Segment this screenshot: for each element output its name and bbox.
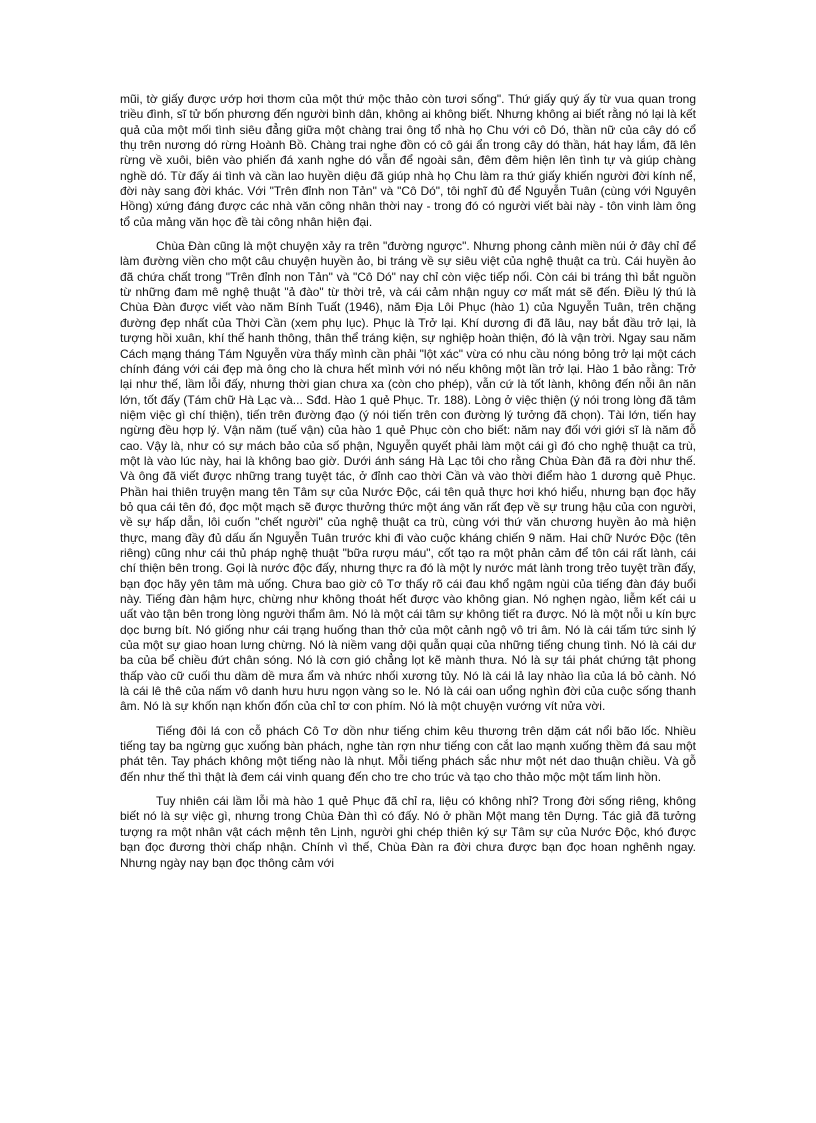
- body-paragraph-1: mũi, tờ giấy được ướp hơi thơm của một thứ mộc thảo còn tươi sống". Thứ giấy quý ấy từ vua quan trong triều đình, sĩ tử bốn phương đến người bình dân, không ai không biết. Nhưng không ai biết rằng nó lại là kết quả của một mối tình siêu đẳng giữa một chàng trai ông tổ nhà họ Chu với cô Dó, thần nữ của cây dó cổ thụ trên nương dó rừng Hoành Bồ. Chàng trai nghe đồn có cô gái ẩn trong cây dó thần, hát hay lắm, đã lên rừng về xuôi, biên vào phiến đá xanh nghe dó vẫn để ngoài sân, đêm đêm hiện lên tình tự và giúp chàng nghề dó. Từ đấy ái tình và cần lao huyền diệu đã giúp nhà họ Chu làm ra thứ giấy khiến người đời kính nể, đời này sang đời khác. Với "Trên đỉnh non Tản" và "Cô Dó", tôi nghĩ đủ để Nguyễn Tuân (cùng với Nguyên Hồng) xứng đáng được các nhà văn công nhân thời nay - trong đó có người viết bài này - tôn vinh làm ông tổ của mảng văn học đề tài công nhân hiện đại.: [120, 92, 696, 229]
- body-paragraph-2: Chùa Đàn cũng là một chuyện xảy ra trên "đường ngược". Nhưng phong cảnh miền núi ở đây chỉ để làm đường viền cho một câu chuyện huyền ảo, bi tráng về sự siêu việt của nghệ thuật ca trù. Cái huyền ảo đã chứa chất trong "Trên đỉnh non Tản" và "Cô Dó" nay chỉ còn việc tiếp nối. Còn cái bi tráng thì bắt nguồn từ những đam mê nghệ thuật "ả đào" từ thời trẻ, và cái cảm nhận nguy cơ mất mát sẽ đến. Điều lý thú là Chùa Đàn được viết vào năm Bính Tuất (1946), năm Địa Lôi Phục (hào 1) của Nguyễn Tuân, trên chặng đường đẹp nhất của Thời Cần (xem phụ lục). Phục là Trở lại. Khí dương đi đã lâu, nay bắt đầu trở lại, là tượng hồi xuân, khí thế hanh thông, thân thể tráng kiện, sự nghiệp hoàn thiện, đó là vận trời. Ngay sau năm Cách mạng tháng Tám Nguyễn vừa thấy mình cần phải "lột xác" vừa có nhu cầu nóng bỏng trở lại một cách chính đáng với cái đẹp mà ông cho là chưa hết mình với nó nếu không một lần trở lại. Hào 1 bảo rằng: Trở lại như thế, lầm lỗi đấy, nhưng thời gian chưa xa (còn cho phép), vẫn cứ là tốt lành, không đến nỗi ân năn lớn, tốt đấy (Tám chữ Hà Lạc và... Sđd. Hào 1 quẻ Phục. Tr. 188). Lòng ở việc thiện (ý nói trong lòng đã tâm niệm việc gì chí thiện), tiến trên đường đạo (ý nói tiến trên con đường lý tưởng đã chọn). Tài lớn, tiến hay ngừng đều hợp lý. Vận năm (tuế vận) của hào 1 quẻ Phục còn cho biết: năm nay đối với giới sĩ là năm đỗ cao. Vậy là, như có sự mách bảo của số phận, Nguyễn quyết phải làm một cái gì đó cho nghệ thuật ca trù, một là vào lúc này, hai là không bao giờ. Dưới ánh sáng Hà Lạc tôi cho rằng Chùa Đàn đã ra đời như thế. Và ông đã viết được những trang tuyệt tác, ở đỉnh cao thời Cần và vào thời điểm hào 1 dương quẻ Phục. Phần hai thiên truyện mang tên Tâm sự của Nước Độc, cái tên quả thực hơi khó hiểu, nhưng bạn đọc hãy bỏ qua cái tên đó, đọc một mạch sẽ được thưởng thức một áng văn rất đẹp về sự trung hậu của con người, về sự hấp dẫn, lôi cuốn "chết người" của nghệ thuật ca trù, cùng với thứ văn chương huyền ảo mà hiện thực, mang đầy đủ dấu ấn Nguyễn Tuân trước khi đi vào cuộc kháng chiến 9 năm. Hai chữ Nước Độc (tên riêng) cũng như cái thủ pháp nghệ thuật "bữa rượu máu", cốt tạo ra một phản cảm để tôn cái rất lành, cái chí thiện bên trong. Gọi là nước độc đấy, nhưng thực ra đó là một ly nước mát lành trong trẻo tuyệt trần đấy, bạn đọc hãy yên tâm mà uống. Chưa bao giờ cô Tơ thấy rõ cái đau khổ ngậm ngùi của tiếng đàn đáy buổi này. Tiếng đàn hậm hực, chừng như không thoát hết được vào không gian. Nó nghẹn ngào, liễm kết cái u uất vào tận bên trong lòng người thẩm âm. Nó là một cái tâm sự không tiết ra được. Nó là một nỗi u kín bực dọc bưng bít. Nó giống như cái trạng huống than thở của một cảnh ngộ vô tri âm. Nó là cái tấm tức sinh lý của một sự giao hoan lưng chừng. Nó là niềm vang dội quẫn quại của những tiếng chung tình. Nó là cái dư ba của bể chiều đứt chân sóng. Nó là cơn gió chẳng lọt kẽ mành thưa. Nó là sự tái phát chứng tật phong thấp vào cữ cuối thu dầm dề mưa ẩm và nhức nhối xương tủy. Nó là cái lả lay nhào lìa của lá bỏ cành. Nó là cái lê thê của nấm vô danh hưu hưu ngọn vàng so le. Nó là cái oan uổng nghìn đời của cuộc sống thanh âm. Nó là sự khốn nạn khốn đốn của chỉ tơ con phím. Nó là một chuyện vướng vít nửa vời.: [120, 239, 696, 714]
- body-paragraph-3: Tiếng đôi lá con cỗ phách Cô Tơ dồn như tiếng chim kêu thương trên dặm cát nổi bão lốc. Nhiều tiếng tay ba ngừng gục xuống bàn phách, nghe tàn rợn như tiếng con cắt lao mạnh xuống thềm đá sau một phát tên. Tay phách không một tiếng nào là nhụt. Mỗi tiếng phách sắc như một nét dao thuận chiều. Và gỗ đến như thế thì thật là đem cái vinh quang đến cho tre cho trúc và tạo cho thảo mộc một tấm linh hồn.: [120, 723, 696, 784]
- document-page: [120, 92, 696, 880]
- body-paragraph-4: Tuy nhiên cái lầm lỗi mà hào 1 quẻ Phục đã chỉ ra, liệu có không nhỉ? Trong đời sống riêng, không biết nó là sự việc gì, nhưng trong Chùa Đàn thì có đấy. Nó ở phần Một mang tên Dựng. Tác giả đã tưởng tượng ra một nhân vật cách mệnh tên Lịnh, người ghi chép thiên ký sự Tâm sự của Nước Độc, khó được bạn đọc đương thời chấp nhận. Chính vì thế, Chùa Đàn ra đời chưa được bạn đọc hoan nghênh ngay. Nhưng ngày nay bạn đọc thông cảm với: [120, 794, 696, 870]
